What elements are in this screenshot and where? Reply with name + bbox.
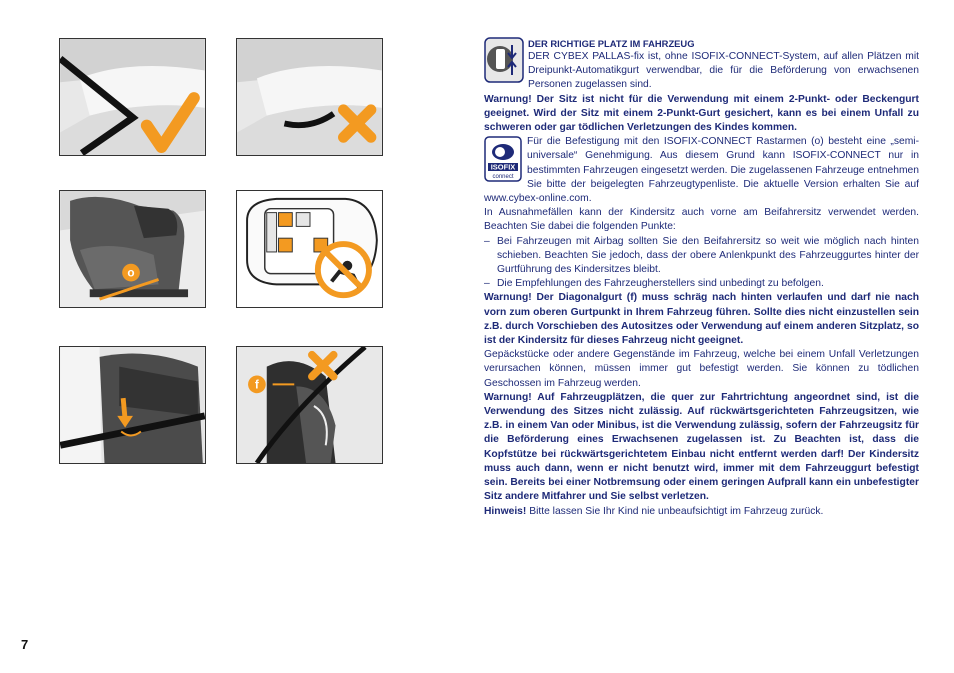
car-top-view-illustration [237, 191, 382, 307]
page-number: 7 [21, 637, 29, 652]
figure-belt-routing [59, 346, 206, 464]
list-item: – Die Empfehlungen des Fahrzeugherstellers sind unbedingt zu befolgen. [484, 278, 824, 290]
car-seat-illustration [237, 39, 382, 155]
figure-car-top-view-airbag [236, 190, 383, 308]
marker-f-label: f [254, 378, 259, 392]
hint-text: Bitte lassen Sie Ihr Kind nie unbeaufsichtigt im Fahrzeug zurück. [526, 505, 824, 517]
isofix-label-top: ISOFIX [490, 162, 516, 172]
hint-paragraph [484, 505, 919, 519]
warning-two-point-belt: Warnung! Der Sitz ist nicht für die Verwendung mit einem 2-Punkt- oder Beckengurt geeignet. Wird der Sitz mit einem 2-Punkt-Gurt gesichert, kann es bei einem Unfall zu schweren oder gar tödlichen Verletzungen des Kindes kommen. [484, 93, 919, 134]
luggage-paragraph: Gepäckstücke oder andere Gegenstände im Fahrzeug, welche bei einem Unfall Verletzungen verursachen können, müssen immer gut befestigt werden. Sie können zu tödlichen Geschossen im Fahrzeug werden. [484, 349, 919, 389]
no-airbag-icon [318, 244, 369, 295]
figure-three-point-belt-ok [59, 38, 206, 156]
intro-paragraph: DER CYBEX PALLAS-fix ist, ohne ISOFIX-CONNECT-System, auf allen Plätzen mit Dreipunkt-Automatikgurt verwendbar, die für die Beförderung von erwachsenen Personen zugelassen sind. [528, 51, 919, 91]
hint-label: Hinweis! [484, 505, 527, 517]
list-item: – Bei Fahrzeugen mit Airbag sollten Sie den Beifahrersitz so weit wie möglich nach hinten schieben. Beachten Sie jedoch, dass der obere Anlenkpunkt des Fahrzeuggurtes hinter der Gurtführung des Kindersitzes bleibt. [484, 235, 919, 276]
seat-belt-icon [484, 37, 524, 83]
marker-o-label: o [127, 266, 135, 280]
figure-isofix-connect [59, 190, 206, 308]
warning-seat-orientation: Warnung! Auf Fahrzeugplätzen, die quer zur Fahrtrichtung angeordnet sind, ist die Verwendung des Sitzes nicht zulässig. Auf rückwärtsgerichteten Fahrzeugsitzen, wie z.B. in einem Van oder Minibus, ist die Verwendung zulässig, sofern der Fahrzeugsitz für die Beförderung eines Erwachsenen zugelassen ist. Zu Beachten ist, dass die Kopfstütze bei rückwärtsgerichtetem Einbau nicht entfernt werden darf! Der Kindersitz muss auch dann, wenn er nicht benutzt wird, immer mit dem Fahrzeuggurt befestigt sein. Bereits bei einer Notbremsung oder einem geringen Aufprall kann ein unbefestigter Sitz andere Mitfahrer und Sie selbst verletzen. [484, 391, 919, 503]
isofix-connect-icon [484, 136, 522, 182]
text-column [484, 37, 919, 519]
diagonal-belt-illustration [237, 347, 382, 463]
belt-routing-illustration [60, 347, 205, 463]
figure-diagonal-belt-wrong [236, 346, 383, 464]
car-seat-illustration [60, 39, 205, 155]
front-seat-paragraph: In Ausnahmefällen kann der Kindersitz auch vorne am Beifahrersitz verwendet werden. Beachten Sie dabei die folgenden Punkte: [484, 207, 919, 233]
isofix-label-bottom: connect [492, 174, 514, 181]
figure-two-point-belt-not-ok [236, 38, 383, 156]
warning-diagonal-belt: Warnung! Der Diagonalgurt (f) muss schräg nach hinten verlaufen und darf nie nach vorn zum oberen Gurtpunkt in Ihrem Fahrzeug führen. Sollte dies nicht einzustellen sein z.B. durch Vorschieben des Autositzes oder Verwendung auf einem anderen Sitzplatz, so ist der Kindersitz für dieses Fahrzeug nicht geeignet. [484, 292, 919, 347]
child-seat-illustration [60, 191, 205, 307]
isofix-paragraph: Für die Befestigung mit den ISOFIX-CONNECT Rastarmen (o) besteht eine „semi-universale“ Genehmigung. Aus diesem Grund kann ISOFIX-CONNECT nur in bestimmten Fahrzeugen eingesetzt werden. Die zugelassenen Fahrzeuge entnehmen Sie bitte der beigelegten Fahrzeugtypenliste. Die aktuelle Version erhalten Sie auf www.cybex-online.com. [484, 136, 919, 205]
section-heading: DER RICHTIGE PLATZ IM FAHRZEUG [528, 38, 695, 49]
